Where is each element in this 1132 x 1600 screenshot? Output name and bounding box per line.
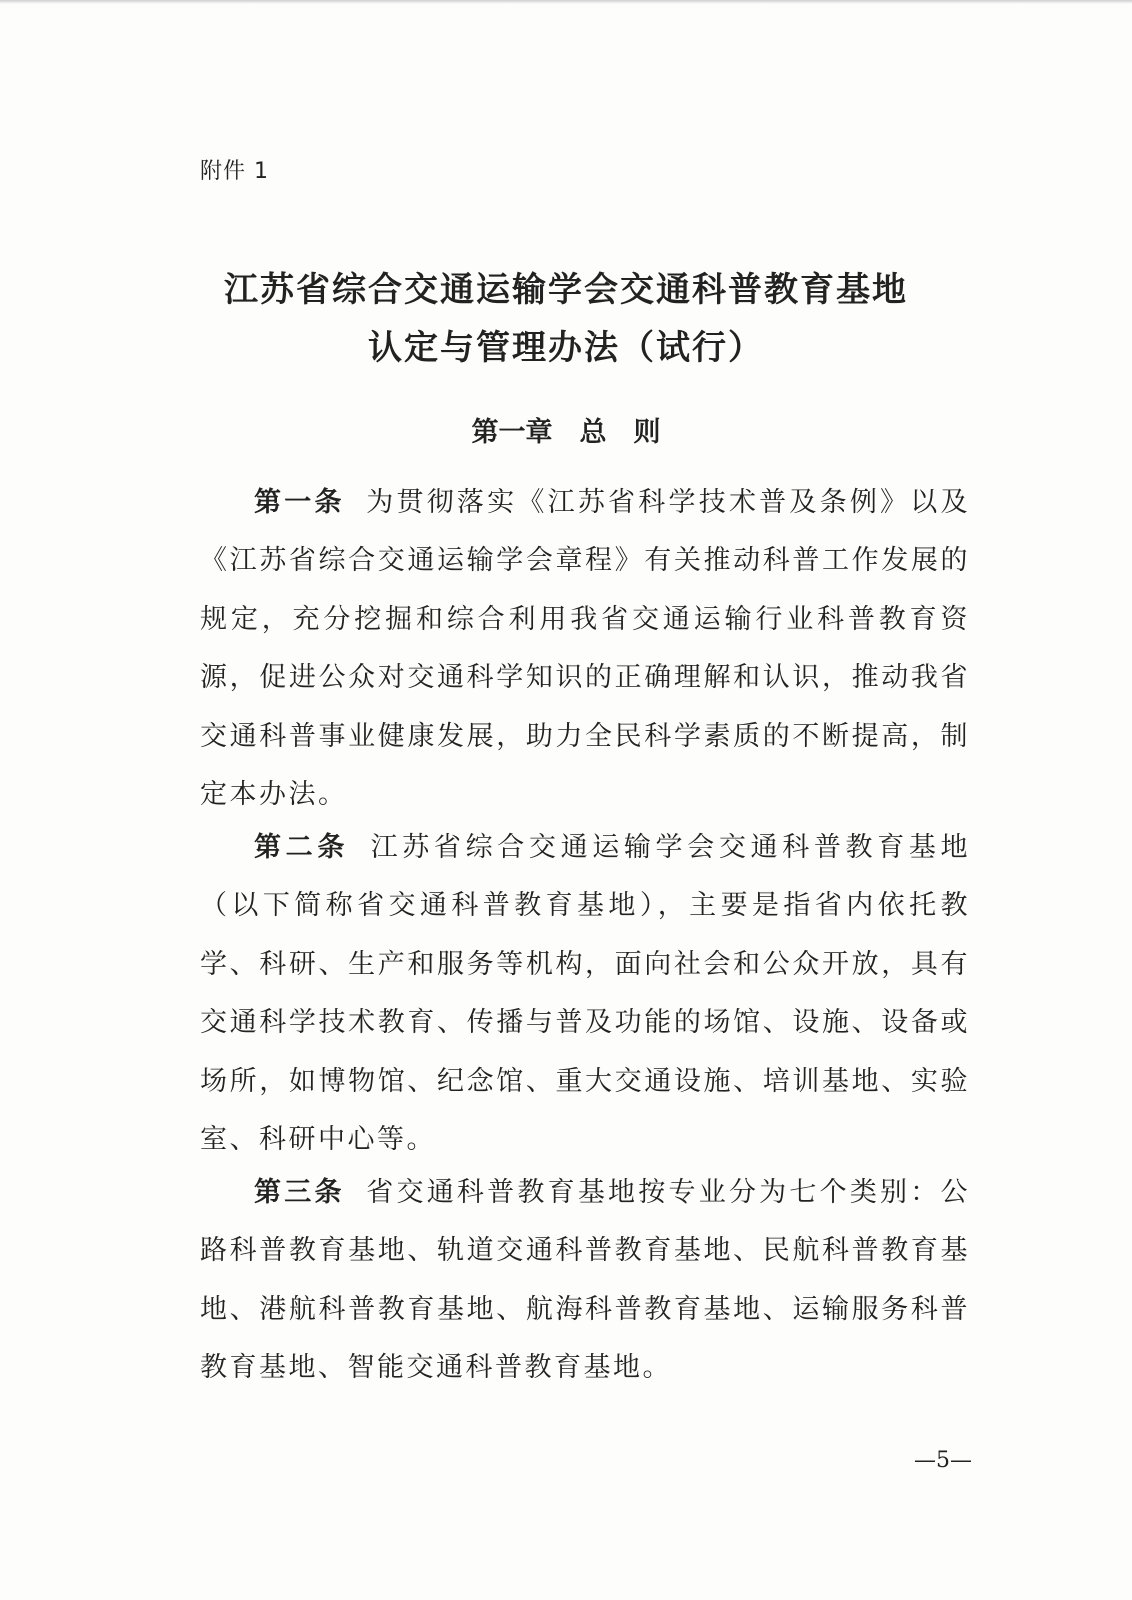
- article-2: [200, 819, 970, 1169]
- scan-edge-shadow: [0, 0, 1132, 4]
- document-title-line1: 江苏省综合交通运输学会交通科普教育基地: [224, 270, 908, 310]
- article-1-heading: 第一条: [254, 487, 345, 518]
- chapter-heading: 第一章 总 则: [471, 417, 661, 448]
- attachment-label: 附件 1: [200, 159, 269, 184]
- article-1-body: 为贯彻落实《江苏省科学技术普及条例》以及《江苏省综合交通运输学会章程》有关推动科普工作发展的规定，充分挖掘和综合利用我省交通运输行业科普教育资源，促进公众对交通科学知识的正确理解和认识，推动我省交通科普事业健康发展，助力全民科学素质的不断提高，制定本办法。: [200, 487, 971, 811]
- article-1: [200, 474, 970, 824]
- page-number: —5—: [914, 1448, 972, 1473]
- article-2-heading: 第二条: [254, 832, 349, 863]
- article-3: [200, 1164, 970, 1398]
- document-title-line2: 认定与管理办法（试行）: [368, 328, 764, 368]
- article-3-body: 省交通科普教育基地按专业分为七个类别：公路科普教育基地、轨道交通科普教育基地、民航科普教育基地、港航科普教育基地、航海科普教育基地、运输服务科普教育基地、智能交通科普教育基地。: [200, 1177, 971, 1384]
- article-2-body: 江苏省综合交通运输学会交通科普教育基地（以下简称省交通科普教育基地），主要是指省内依托教学、科研、生产和服务等机构，面向社会和公众开放，具有交通科学技术教育、传播与普及功能的场馆、设施、设备或场所，如博物馆、纪念馆、重大交通设施、培训基地、实验室、科研中心等。: [200, 832, 971, 1156]
- article-3-heading: 第三条: [254, 1177, 345, 1208]
